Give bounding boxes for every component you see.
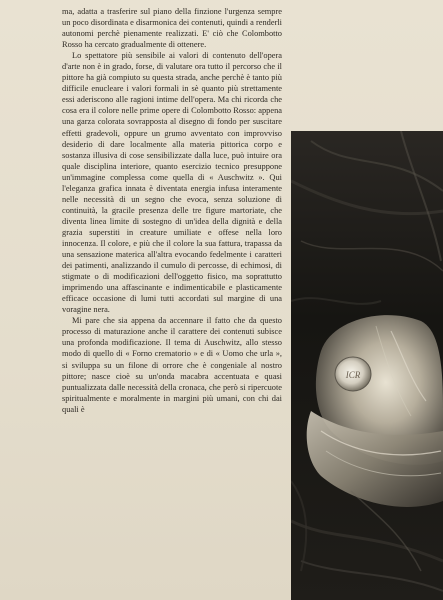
plate-inscription: ICR bbox=[345, 370, 361, 380]
paragraph-1: ma, adatta a trasferire sul piano della finzione l'urgenza sempre un poco disordinata e disarmonica dei contenuti, quindi a renderli autonomi perchè pienamente realizzati. E' ciò che Colombotto Rosso ha cercato gradualmente di ottenere. bbox=[62, 7, 283, 50]
paragraph-2: Lo spettatore più sensibile ai valori di contenuto dell'opera d'arte non è in grado, forse, di valutare ora tutto il percorso che il pittore ha già compiuto su questa strada, anche perchè è tanto più difficile enucleare i valori formali in sè quanto più strettamente essi aderiscono alle ragioni intime dell'opera. Ma chi ricorda che cosa era il colore nelle prime opere di Colombotto Rosso: appena una garza colorata sovrapposta al disegno di fondo per suscitare effetti gradevoli, oppure un grumo avventato con improvviso desiderio di dare localmente alla materia pittorica corpo e sostanza illusiva di cose sensibilizzate dalla luce, può intuire ora quale disciplina interiore, quanto esercizio tecnico presuppone un'immagine complessa come quella di « Auschwitz ». Qui l'eleganza grafica innata è diventata energia infusa interamente nelle necessità di un segno che evoca, senza soluzione di continuità, la gracile presenza delle tre figure martoriate, che diventa linea limite di sostegno di un'idea della dignità e della grazia superstiti in creature umiliate e offese nella loro innocenza. Il colore, e più che il colore la sua fattura, trapassa da una sensazione materica all'altra evocando fedelmente i caratteri dei patimenti, analizzando il cumulo di percosse, di echimosi, di stigmate o di modificazioni dell'oggetto fisico, ma soprattutto imprimendo una affascinante e indimenticabile e plasticamente efficace occasione di lumi tutti accordati sul margine di una voragine nera. bbox=[62, 51, 282, 315]
article-text-column bbox=[62, 6, 282, 415]
artwork-image bbox=[291, 131, 443, 600]
paragraph-3: Mi pare che sia appena da accennare il fatto che da questo processo di maturazione anche il carattere dei contenuti subisce una profonda modificazione. Il tema di Auschwitz, allo stesso modo di quello di « Forno crematorio » e di « Uomo che urla », si sviluppa su un filone di orrore che è congeniale al nostro pittore; nasce cioè su un'onda macabra accentuata e quasi puntualizzata dalle necessità della cronaca, che però si ripercuote spiritualmente e moralmente in margini più umani, con chi dai quali è bbox=[62, 316, 282, 414]
artwork-plate-photo bbox=[291, 131, 443, 600]
